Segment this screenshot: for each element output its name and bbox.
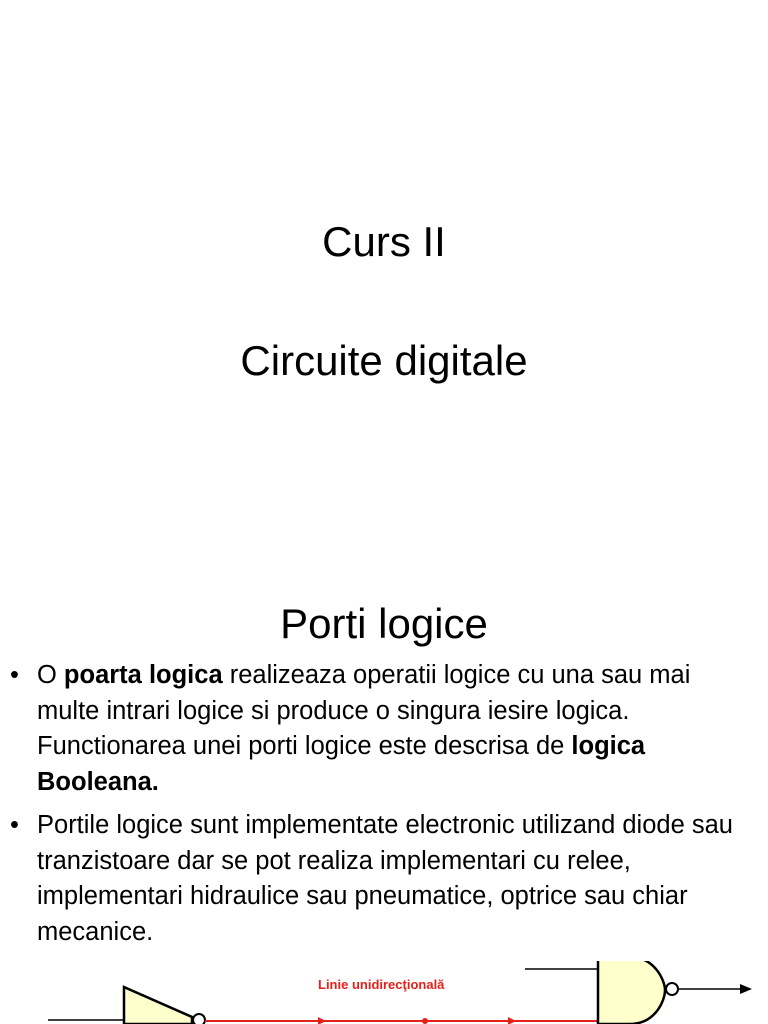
bold-term: logica Booleana. [37,732,646,796]
logic-gate-diagram [0,961,768,1024]
not-gate-bubble [193,1014,205,1024]
bullet-marker: • [10,661,19,689]
nand-gate-bubble [666,983,678,995]
arrow-head-2 [508,1017,516,1024]
output-arrow-head [740,984,752,994]
nand-gate-body [598,961,665,1024]
bullet-text: O [37,661,64,689]
slide-logic-gates [0,576,768,1024]
bold-term: poarta logica [63,661,223,689]
bullet-item [6,808,756,950]
bullet-item [6,658,756,800]
bullet-list [6,658,756,958]
bullet-marker: • [10,811,19,839]
section-title: Porti logice [280,600,488,647]
junction-dot [422,1018,428,1024]
course-title: Curs II [322,218,446,265]
course-subtitle: Circuite digitale [240,337,528,384]
line-label: Linie unidirecţională [318,977,445,992]
bullet-text: Portile logice sunt implementate electronic utilizand diode sau tranzistoare dar se pot realiza implementari cu relee, implementari hidraulice sau pneumatice, optrice sau chiar mecanice. [37,811,733,946]
arrow-head-1 [318,1017,326,1024]
bullet-text: realizeaza operatii logice cu una sau mai multe intrari logice si produce o singura iesire logica. Functionarea unei porti logice este descrisa de [37,661,691,760]
not-gate-body [124,987,192,1024]
